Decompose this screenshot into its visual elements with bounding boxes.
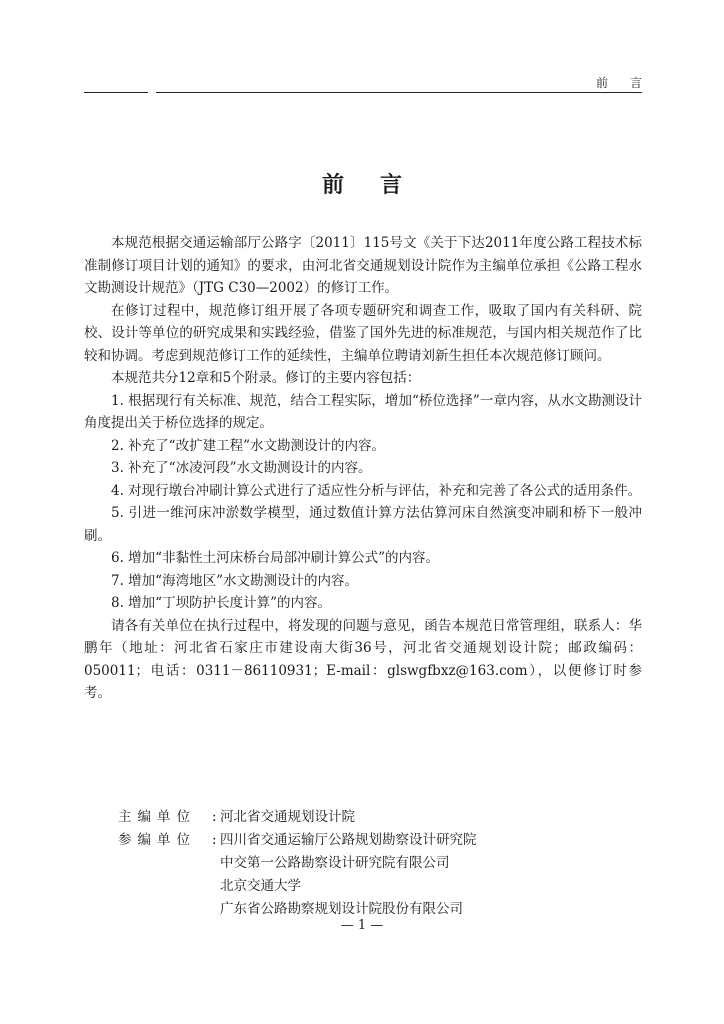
participant-unit: 广东省公路勘察规划设计院股份有限公司	[220, 901, 463, 917]
page-number: — 1 —	[340, 918, 384, 933]
list-item: 6. 增加“非黏性土河床桥台局部冲刷计算公式”的内容。	[111, 550, 439, 566]
participant-unit-label: 参编单位	[118, 832, 196, 848]
list-item: 3. 补充了“冰凌河段”水文勘测设计的内容。	[111, 460, 372, 476]
paragraph: 本规范共分12章和5个附录。修订的主要内容包括：	[111, 370, 421, 386]
chief-unit-list	[220, 806, 355, 829]
participant-unit-list	[220, 829, 477, 921]
running-header: 前言	[595, 76, 664, 90]
page-title: 前言	[321, 172, 438, 198]
chief-unit-row	[118, 806, 618, 829]
participant-unit: 北京交通大学	[220, 878, 301, 894]
list-item: 1. 根据现行有关标准、规范，结合工程实际，增加“桥位选择”一章内容，从水文勘测设计角度提出关于桥位选择的规定。	[84, 392, 642, 431]
header-rule-long	[156, 92, 642, 93]
paragraph: 在修订过程中，规范修订组开展了各项专题研究和调查工作，吸取了国内有关科研、院校、设计等单位的研究成果和实践经验，借鉴了国外先进的标准规范，与国内相关规范作了比较和协调。考虑到规范修订工作的延续性，主编单位聘请刘新生担任本次规范修订顾问。	[84, 302, 642, 364]
list-item: 7. 增加“海湾地区”水文勘测设计的内容。	[111, 572, 358, 589]
paragraph: 请各有关单位在执行过程中，将发现的问题与意见，函告本规范日常管理组，联系人：华鹏年（地址：河北省石家庄市建设南大街36号，河北省交通规划设计院；邮政编码：050011；电话：0311－86110931；E-mail：glswgfbxz@163.com），以便修订时参考。	[84, 617, 642, 701]
list-item: 2. 补充了“改扩建工程”水文勘测设计的内容。	[111, 437, 385, 454]
chief-unit: 河北省交通规划设计院	[220, 809, 355, 825]
editorial-units	[118, 806, 618, 921]
participant-unit: 中交第一公路勘察设计研究院有限公司	[220, 855, 450, 871]
paragraph: 本规范根据交通运输部厅公路字〔2011〕115号文《关于下达2011年度公路工程技术标准制修订项目计划的通知》的要求，由河北省交通规划设计院作为主编单位承担《公路工程水文勘测设计规范》（JTG C30—2002）的修订工作。	[84, 235, 642, 296]
list-item: 4. 对现行墩台冲刷计算公式进行了适应性分析与评估，补充和完善了各公式的适用条件。	[111, 482, 642, 499]
list-item: 8. 增加“丁坝防护长度计算”的内容。	[111, 595, 331, 611]
colon: :	[212, 809, 217, 825]
colon: :	[212, 832, 217, 848]
preface-body	[84, 232, 642, 705]
participant-unit-row	[118, 829, 618, 921]
chief-unit-label: 主编单位	[118, 809, 196, 825]
list-item: 5. 引进一维河床冲淤数学模型，通过数值计算方法估算河床自然演变冲刷和桥下一般冲刷。	[84, 505, 642, 544]
participant-unit: 四川省交通运输厅公路规划勘察设计研究院	[220, 832, 477, 848]
header-rule-short	[84, 92, 148, 93]
